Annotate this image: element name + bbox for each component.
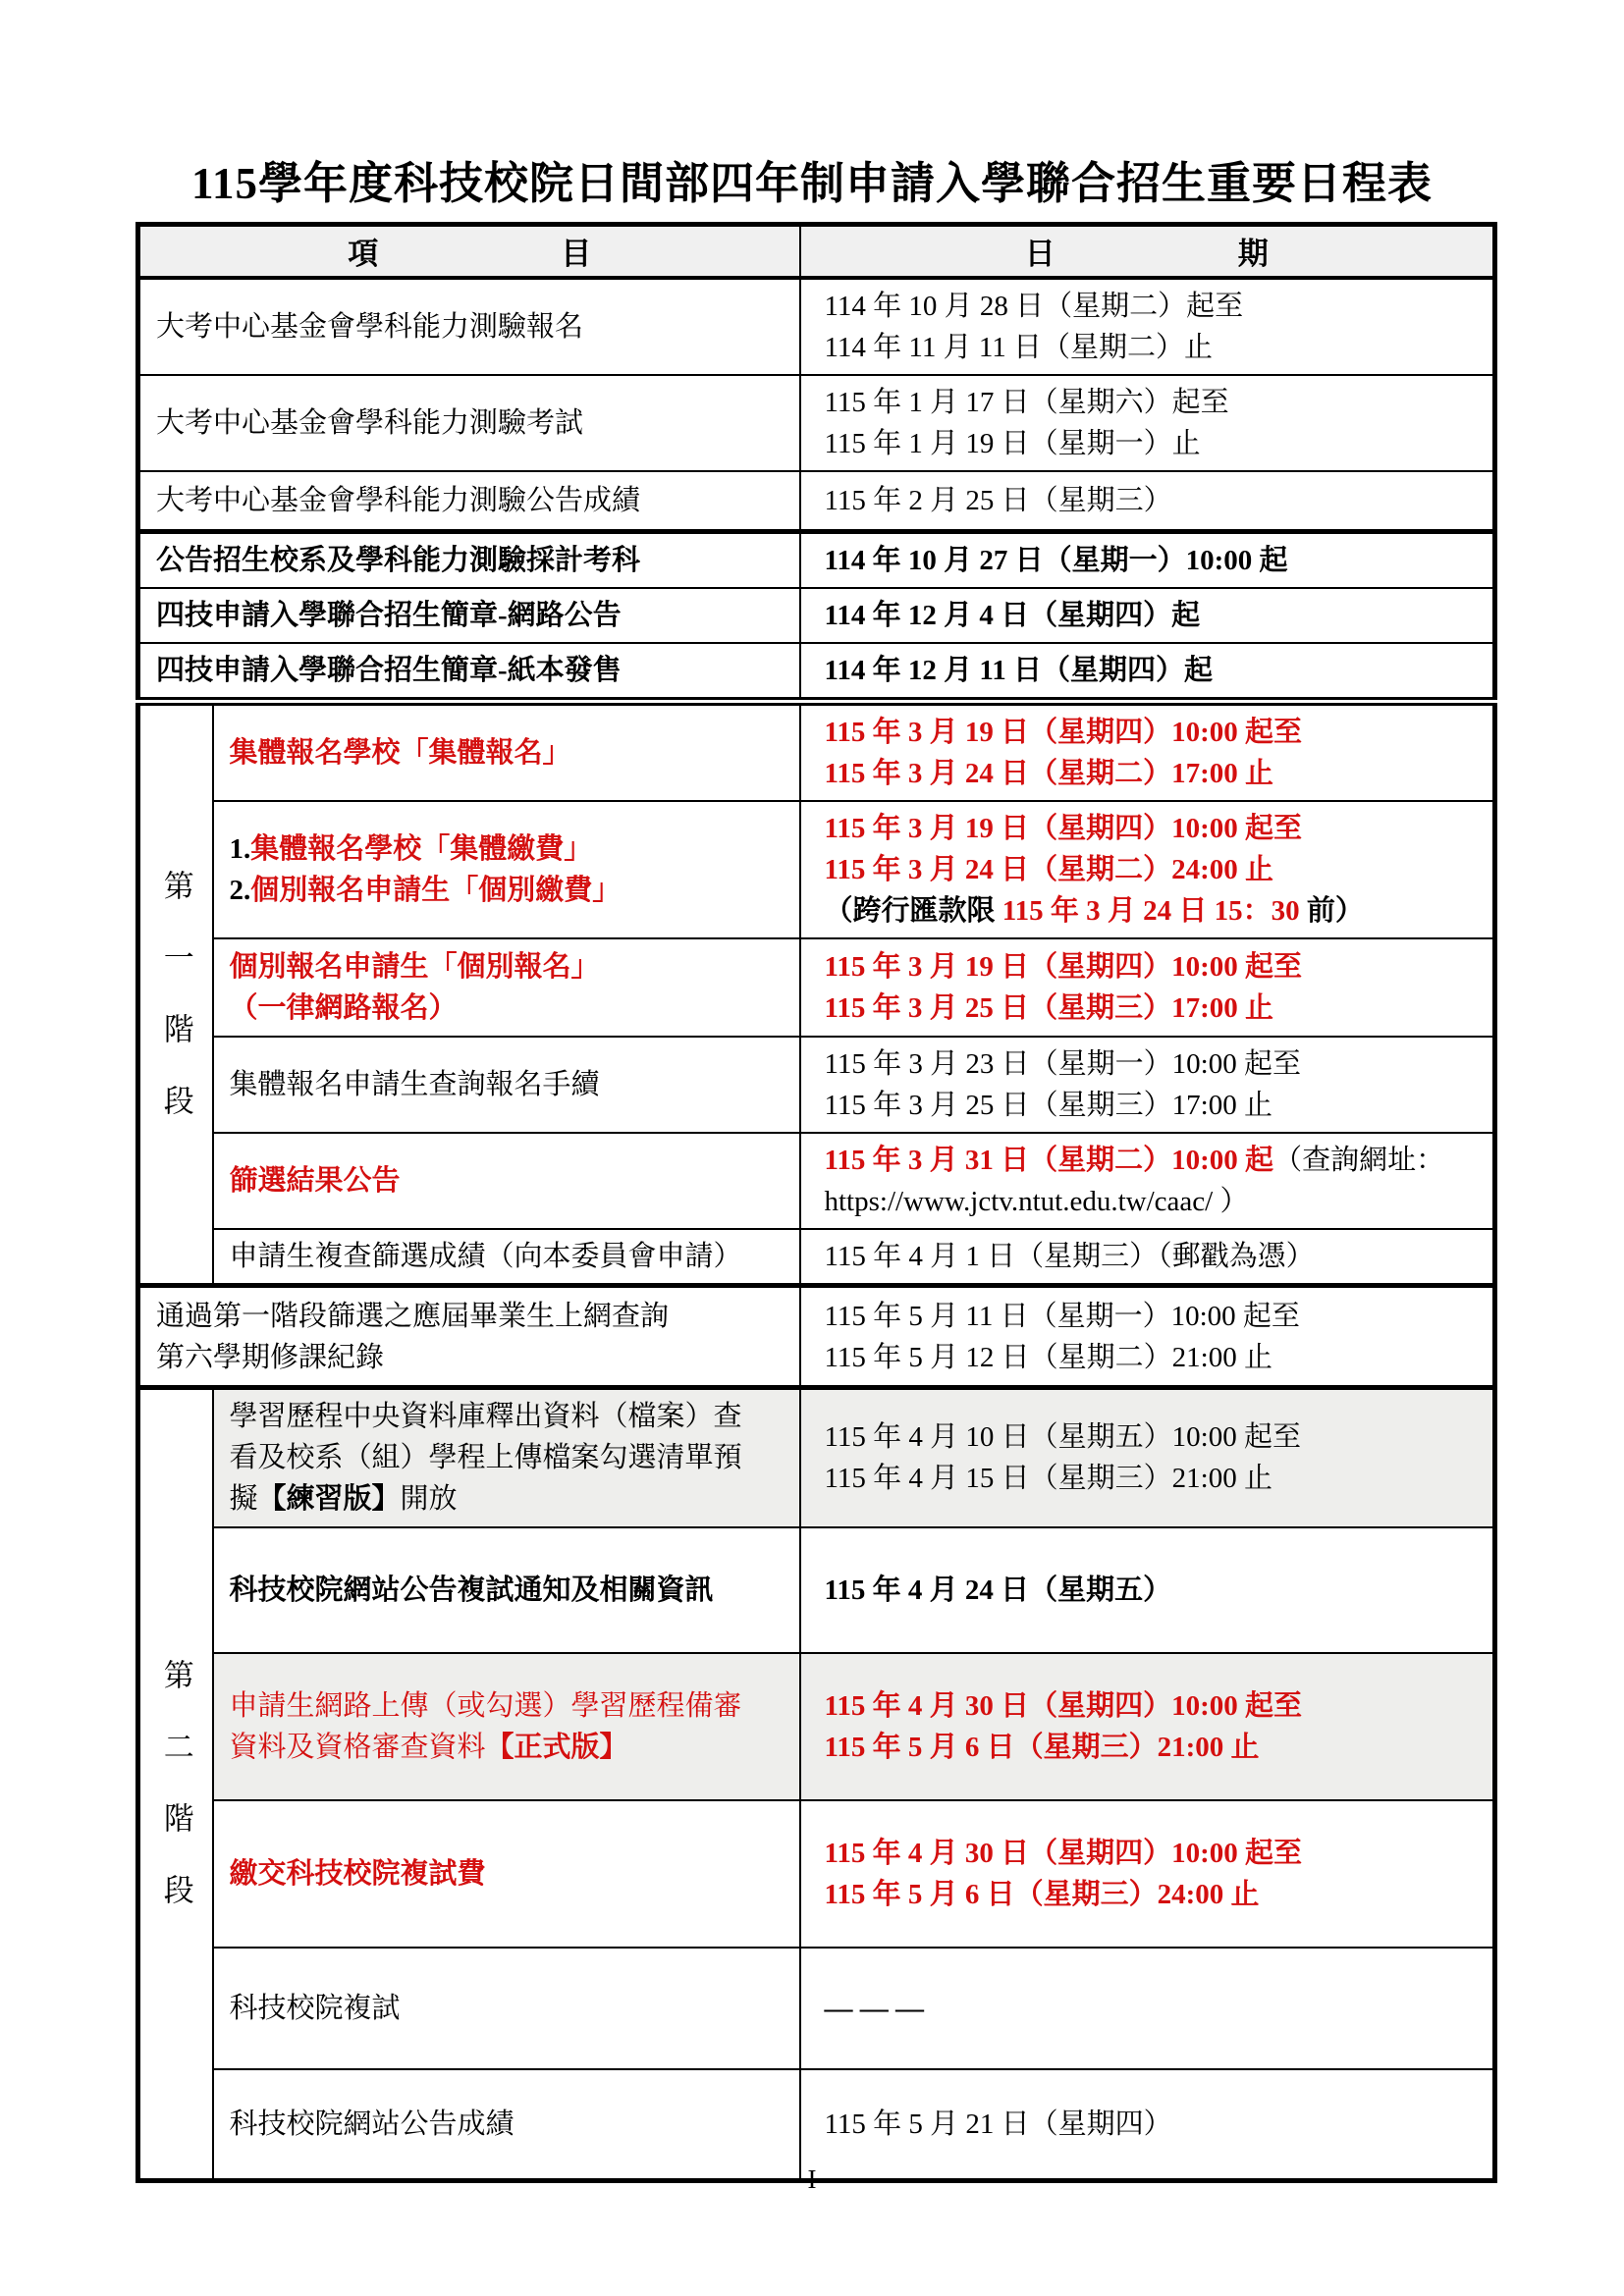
text-run: （一律網路報名） bbox=[229, 992, 458, 1024]
text-line bbox=[825, 480, 1484, 521]
table-row bbox=[138, 938, 1495, 1037]
text-line bbox=[230, 1396, 791, 1437]
text-run: 115 年 4 月 24 日（星期五） bbox=[824, 1574, 1172, 1606]
text-line bbox=[230, 870, 791, 911]
text-line bbox=[156, 480, 791, 521]
text-line bbox=[825, 1727, 1484, 1768]
text-run: 通過第一階段篩選之應屆畢業生上網查詢 bbox=[156, 1300, 670, 1332]
header-item-column: 項 目 bbox=[138, 225, 800, 278]
text-run: 115 年 5 月 12 日（星期二）21:00 止 bbox=[824, 1341, 1272, 1373]
text-run: 115 年 3 月 24 日 15：30 bbox=[1001, 895, 1300, 927]
text-line bbox=[156, 402, 791, 444]
item-cell bbox=[138, 1286, 800, 1388]
text-run: 115 年 3 月 31 日（星期二）10:00 起 bbox=[824, 1145, 1274, 1176]
item-cell bbox=[213, 938, 800, 1037]
text-run: 115 年 5 月 6 日（星期三）21:00 止 bbox=[824, 1731, 1260, 1763]
item-cell bbox=[213, 801, 800, 938]
text-line bbox=[156, 540, 791, 581]
date-cell bbox=[800, 702, 1495, 802]
text-line bbox=[156, 306, 791, 347]
text-run: 115 年 3 月 19 日（星期四）10:00 起至 bbox=[824, 813, 1303, 844]
text-run: 科技校院網站公告複試通知及相關資訊 bbox=[229, 1574, 714, 1606]
text-line bbox=[230, 1160, 791, 1201]
text-run: 大考中心基金會學科能力測驗公告成績 bbox=[156, 484, 641, 516]
date-cell bbox=[800, 1800, 1495, 1948]
item-cell bbox=[138, 643, 800, 702]
text-run: 115 年 3 月 25 日（星期三）17:00 止 bbox=[824, 1090, 1272, 1121]
text-run: 篩選結果公告 bbox=[229, 1165, 401, 1197]
text-run: 四技申請入學聯合招生簡章-紙本發售 bbox=[156, 655, 622, 686]
text-run: 115 年 4 月 30 日（星期四）10:00 起至 bbox=[824, 1837, 1303, 1869]
text-run: 115 年 4 月 15 日（星期三）21:00 止 bbox=[824, 1463, 1272, 1495]
table-row bbox=[138, 532, 1495, 589]
text-line bbox=[230, 1685, 791, 1727]
stage-label-stage2 bbox=[138, 1388, 213, 2181]
text-line bbox=[230, 1570, 791, 1611]
table-row bbox=[138, 375, 1495, 471]
text-line bbox=[230, 1437, 791, 1478]
text-line bbox=[230, 1988, 791, 2029]
text-run: 看及校系（組）學程上傳檔案勾選清單預 bbox=[229, 1442, 742, 1474]
text-line bbox=[825, 1458, 1484, 1499]
text-run: 115 年 4 月 1 日（星期三）（郵戳為憑） bbox=[824, 1241, 1315, 1272]
text-run: 1. bbox=[229, 833, 251, 865]
date-cell bbox=[800, 1286, 1495, 1388]
text-line bbox=[156, 1296, 791, 1337]
text-line bbox=[825, 753, 1484, 794]
date-cell bbox=[800, 938, 1495, 1037]
table-row bbox=[138, 278, 1495, 375]
text-run: 114 年 10 月 28 日（星期二）起至 bbox=[824, 290, 1244, 322]
text-run: 115 年 5 月 6 日（星期三）24:00 止 bbox=[824, 1878, 1260, 1910]
date-cell bbox=[800, 801, 1495, 938]
page-title: 115學年度科技校院日間部四年制申請入學聯合招生重要日程表 bbox=[190, 159, 1434, 208]
date-cell bbox=[800, 375, 1495, 471]
text-run: 四技申請入學聯合招生簡章-網路公告 bbox=[156, 600, 622, 631]
table-row bbox=[138, 471, 1495, 532]
stage-label-text: 第二階段 bbox=[158, 1659, 193, 1946]
text-line bbox=[825, 327, 1484, 368]
date-cell bbox=[800, 532, 1495, 589]
text-line bbox=[825, 1043, 1484, 1085]
date-cell bbox=[800, 1037, 1495, 1133]
table-row bbox=[138, 643, 1495, 702]
text-run: 繳交科技校院複試費 bbox=[229, 1857, 486, 1890]
table-row bbox=[138, 1388, 1495, 1527]
text-run: 114 年 11 月 11 日（星期二）止 bbox=[824, 331, 1214, 363]
text-run: 集體報名學校「集體報名」 bbox=[229, 737, 571, 769]
text-line bbox=[825, 382, 1484, 423]
text-line bbox=[230, 1853, 791, 1895]
text-run: 申請生複查篩選成績（向本委員會申請） bbox=[229, 1241, 742, 1272]
date-cell bbox=[800, 643, 1495, 702]
table-row bbox=[138, 1527, 1495, 1653]
text-line bbox=[230, 828, 791, 870]
text-run: 科技校院複試 bbox=[229, 1992, 401, 2024]
text-line bbox=[230, 1064, 791, 1105]
text-line bbox=[825, 286, 1484, 327]
text-line bbox=[825, 946, 1484, 988]
date-cell bbox=[800, 588, 1495, 643]
item-cell bbox=[138, 532, 800, 589]
text-line bbox=[825, 849, 1484, 890]
header-date-column: 日 期 bbox=[800, 225, 1495, 278]
text-run: 大考中心基金會學科能力測驗報名 bbox=[156, 310, 584, 343]
text-line bbox=[825, 1236, 1484, 1277]
text-line bbox=[156, 595, 791, 636]
text-line bbox=[825, 1140, 1484, 1222]
text-run: 大考中心基金會學科能力測驗考試 bbox=[156, 406, 584, 439]
text-line bbox=[825, 1337, 1484, 1378]
text-run: 115 年 5 月 11 日（星期一）10:00 起至 bbox=[824, 1300, 1300, 1332]
text-line bbox=[156, 1337, 791, 1378]
table-row bbox=[138, 1133, 1495, 1229]
text-run: 擬 bbox=[229, 1483, 258, 1516]
item-cell bbox=[213, 1037, 800, 1133]
text-run: 115 年 4 月 10 日（星期五）10:00 起至 bbox=[824, 1421, 1301, 1454]
text-line bbox=[230, 1236, 791, 1277]
date-cell bbox=[800, 1527, 1495, 1653]
text-line bbox=[825, 808, 1484, 849]
text-run: 學習歷程中央資料庫釋出資料（檔案）查 bbox=[229, 1401, 742, 1433]
text-run: 集體報名學校「集體繳費」 bbox=[250, 833, 593, 865]
text-run: 114 年 12 月 4 日（星期四）起 bbox=[824, 600, 1201, 631]
table-row bbox=[138, 588, 1495, 643]
text-run: 115 年 2 月 25 日（星期三） bbox=[824, 484, 1172, 516]
text-line bbox=[825, 650, 1484, 691]
item-cell bbox=[213, 1388, 800, 1527]
text-run: 115 年 3 月 24 日（星期二）24:00 止 bbox=[824, 854, 1274, 885]
text-run: 開放 bbox=[400, 1483, 458, 1516]
text-run: 【練習版】 bbox=[257, 1483, 401, 1516]
table-header-row bbox=[138, 225, 1495, 278]
text-run: 114 年 12 月 11 日（星期四）起 bbox=[824, 655, 1214, 686]
item-cell bbox=[138, 588, 800, 643]
table-row bbox=[138, 1653, 1495, 1800]
text-run: 第六學期修課紀錄 bbox=[156, 1341, 385, 1373]
text-run: 資料及資格審查資料 bbox=[229, 1731, 486, 1763]
text-line bbox=[230, 946, 791, 988]
stage-label-stage1 bbox=[138, 702, 213, 1286]
date-cell bbox=[800, 1133, 1495, 1229]
text-line bbox=[825, 540, 1484, 581]
page-number: I bbox=[807, 2164, 817, 2194]
schedule-table-body bbox=[138, 278, 1495, 2181]
table-row bbox=[138, 1037, 1495, 1133]
table-header bbox=[138, 225, 1495, 278]
text-line bbox=[230, 2104, 791, 2145]
text-line bbox=[825, 890, 1484, 932]
text-run: 115 年 5 月 21 日（星期四） bbox=[824, 2108, 1172, 2140]
item-cell bbox=[213, 1527, 800, 1653]
item-cell bbox=[138, 375, 800, 471]
date-cell bbox=[800, 471, 1495, 532]
item-cell bbox=[213, 1229, 800, 1286]
stage-label-text: 第一階段 bbox=[158, 869, 193, 1156]
text-line bbox=[825, 1296, 1484, 1337]
date-cell bbox=[800, 1948, 1495, 2069]
text-run: 115 年 1 月 17 日（星期六）起至 bbox=[824, 386, 1229, 418]
text-run: 科技校院網站公告成績 bbox=[229, 2108, 514, 2140]
text-line bbox=[825, 712, 1484, 753]
text-run: 115 年 3 月 24 日（星期二）17:00 止 bbox=[824, 758, 1274, 789]
table-row bbox=[138, 801, 1495, 938]
date-cell bbox=[800, 1653, 1495, 1800]
text-line bbox=[156, 650, 791, 691]
text-run: 115 年 3 月 25 日（星期三）17:00 止 bbox=[824, 992, 1274, 1024]
date-cell bbox=[800, 1229, 1495, 1286]
item-cell bbox=[213, 1800, 800, 1948]
table-row bbox=[138, 1948, 1495, 2069]
text-run: 前） bbox=[1299, 895, 1364, 927]
text-line bbox=[825, 1833, 1484, 1874]
table-row bbox=[138, 1286, 1495, 1388]
item-cell bbox=[213, 1653, 800, 1800]
text-run: 115 年 1 月 19 日（星期一）止 bbox=[824, 427, 1201, 459]
text-run: 114 年 10 月 27 日（星期一）10:00 起 bbox=[824, 545, 1288, 576]
item-cell bbox=[138, 471, 800, 532]
item-cell bbox=[138, 278, 800, 375]
table-row bbox=[138, 702, 1495, 802]
text-run: 集體報名申請生查詢報名手續 bbox=[229, 1069, 600, 1100]
item-cell bbox=[213, 1133, 800, 1229]
text-run: 2. bbox=[229, 875, 251, 906]
table-row bbox=[138, 1800, 1495, 1948]
text-line bbox=[825, 1988, 1484, 2029]
text-run: — — — bbox=[824, 1992, 924, 2024]
item-cell bbox=[213, 1948, 800, 2069]
text-line bbox=[230, 988, 791, 1029]
schedule-table bbox=[135, 222, 1497, 2183]
text-line bbox=[825, 1685, 1484, 1727]
text-line bbox=[230, 1478, 791, 1520]
text-run: 個別報名申請生「個別報名」 bbox=[229, 951, 600, 983]
text-line bbox=[825, 423, 1484, 464]
text-line bbox=[825, 1570, 1484, 1611]
text-run: 【正式版】 bbox=[485, 1731, 628, 1763]
text-line bbox=[825, 2104, 1484, 2145]
text-line bbox=[825, 1874, 1484, 1915]
text-run: （查詢網址：https://www.jctv.ntut.edu.tw/caac/ ） bbox=[824, 1145, 1445, 1217]
text-run: 個別報名申請生「個別繳費」 bbox=[250, 875, 622, 906]
text-line bbox=[230, 1727, 791, 1768]
text-run: 115 年 3 月 19 日（星期四）10:00 起至 bbox=[824, 717, 1303, 748]
text-run: 115 年 3 月 19 日（星期四）10:00 起至 bbox=[824, 951, 1303, 983]
text-line bbox=[825, 1416, 1484, 1458]
text-run: 115 年 4 月 30 日（星期四）10:00 起至 bbox=[824, 1689, 1303, 1722]
text-line bbox=[825, 988, 1484, 1029]
text-line bbox=[230, 732, 791, 774]
text-run: （跨行匯款限 bbox=[824, 895, 1002, 927]
text-line bbox=[825, 1085, 1484, 1126]
date-cell bbox=[800, 1388, 1495, 1527]
date-cell bbox=[800, 278, 1495, 375]
text-run: 申請生網路上傳（或勾選）學習歷程備審 bbox=[229, 1689, 742, 1722]
text-run: 115 年 3 月 23 日（星期一）10:00 起至 bbox=[824, 1048, 1301, 1080]
text-run: 公告招生校系及學科能力測驗採計考科 bbox=[156, 545, 641, 576]
item-cell bbox=[213, 702, 800, 802]
text-line bbox=[825, 595, 1484, 636]
table-row bbox=[138, 1229, 1495, 1286]
